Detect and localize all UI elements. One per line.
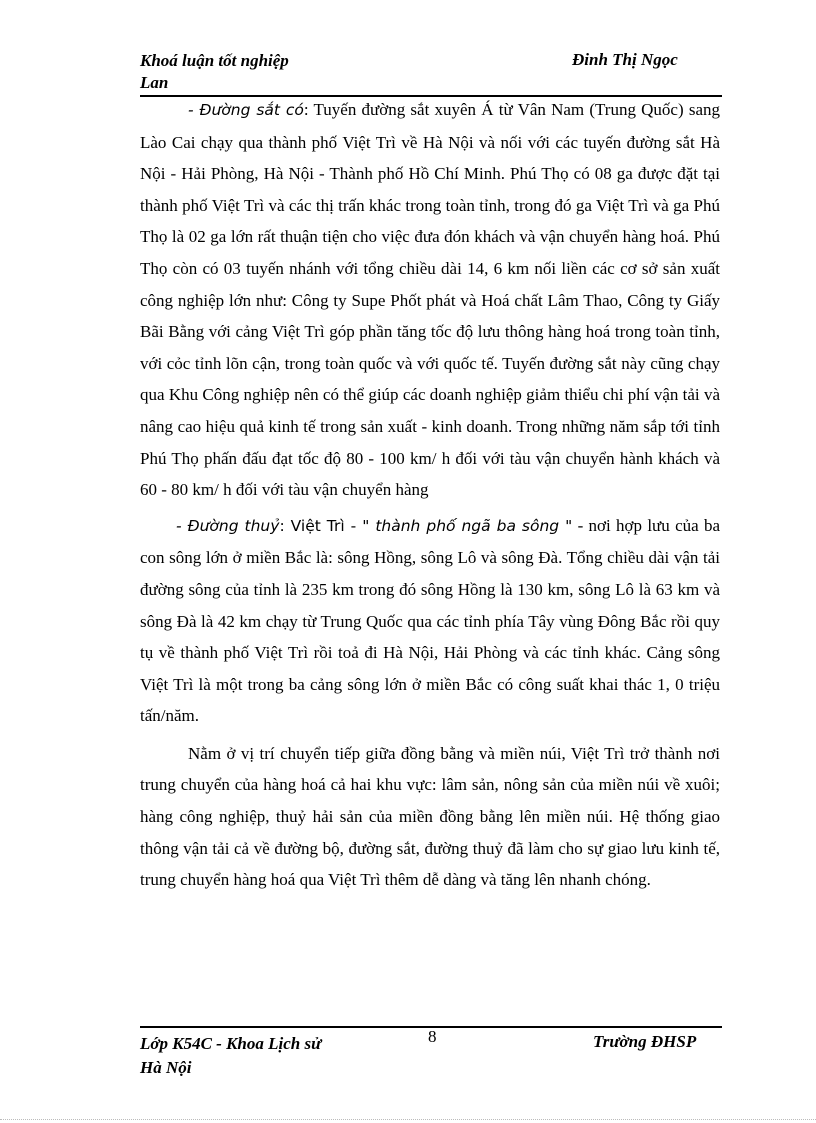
footer-class-continuation: Hà Nội: [140, 1058, 192, 1077]
waterway-term: - Đường thuỷ: [176, 516, 280, 535]
paragraph-waterway: [140, 510, 720, 732]
paragraph-railway: [140, 94, 720, 506]
header-title-continuation: Lan: [140, 73, 169, 92]
paragraph-transit-hub: Nằm ở vị trí chuyển tiếp giữa đồng bằng và miền núi, Việt Trì trở thành nơi trung chuyển của hàng hoá cả hai khu vực: lâm sản, nông sản của miền núi về xuôi; hàng công nghiệp, thuỷ hải sản của miền đồng bằng lên miền núi. Hệ thống giao thông vận tải cả về đường bộ, đường sắt, đường thuỷ đã làm cho sự giao lưu kinh tế, trung chuyển hàng hoá qua Việt Trì thêm dễ dàng và tăng lên nhanh chóng.: [140, 743, 720, 890]
page-bottom-divider: [0, 1119, 816, 1120]
page-number: 8: [428, 1027, 437, 1046]
railway-term: - Đường sắt có: [188, 101, 304, 119]
footer-left: [140, 1032, 321, 1080]
railway-text: : Tuyến đường sắt xuyên Á từ Vân Nam (Trung Quốc) sang Lào Cai chạy qua thành phố Việt Trì về Hà Nội và nối với các tuyến đường sắt Hà Nội - Hải Phòng, Hà Nội - Thành phố Hồ Chí Minh. Phú Thọ có 08 ga được đặt tại thành phố Việt Trì và các thị trấn khác trong toàn tỉnh, trong đó ga Việt Trì và ga Phú Thọ là 02 ga lớn rất thuận tiện cho việc đưa đón khách và vận chuyển hàng hoá. Phú Thọ còn có 03 tuyến nhánh với tổng chiều dài 14, 6 km nối liền các cơ sở sản xuất công nghiệp lớn như: Công ty Supe Phốt phát và Hoá chất Lâm Thao, Công ty Giấy Bãi Bằng với cảng Việt Trì góp phần tăng tốc độ lưu thông hàng hoá trong toàn tỉnh, với cỏc tỉnh lõn cận, trong toàn quốc và với quốc tế. Tuyến đường sắt này cũng chạy qua Khu Công nghiệp nên có thể giúp các doanh nghiệp giảm thiểu chi phí vận tải và nâng cao hiệu quả kinh tế trong sản xuất - kinh doanh. Trong những năm sắp tới tỉnh Phú Thọ phấn đấu đạt tốc độ 80 - 100 km/ h đối với tàu vận chuyển hành khách và 60 - 80 km/ h đối với tàu vận chuyển hàng: [140, 100, 720, 500]
header-title: Khoá luận tốt nghiệp: [140, 51, 289, 70]
waterway-intro: : Việt Trì -: [279, 516, 363, 535]
footer-class: Lớp K54C - Khoa Lịch sử: [140, 1034, 322, 1053]
footer-school: Trường ĐHSP: [593, 1032, 697, 1051]
waterway-quote: " thành phố ngã ba sông ": [362, 516, 573, 535]
header-author: Đinh Thị Ngọc: [572, 50, 678, 69]
waterway-text: - nơi hợp lưu của ba con sông lớn ở miền Bắc là: sông Hồng, sông Lô và sông Đà. Tổng chiều dài vận tải đường sông của tỉnh là 235 km trong đó sông Hồng là 130 km, sông Lô là 63 km và sông Đà là 42 km chạy từ Trung Quốc qua các tỉnh phía Tây vùng Đông Bắc rồi quy tụ về thành phố Việt Trì rồi toả đi Hà Nội, Hải Phòng và các tỉnh khác. Cảng sông Việt Trì là một trong ba cảng sông lớn ở miền Bắc có công suất khai thác 1, 0 triệu tấn/năm.: [140, 515, 721, 726]
page-body: [140, 94, 720, 896]
